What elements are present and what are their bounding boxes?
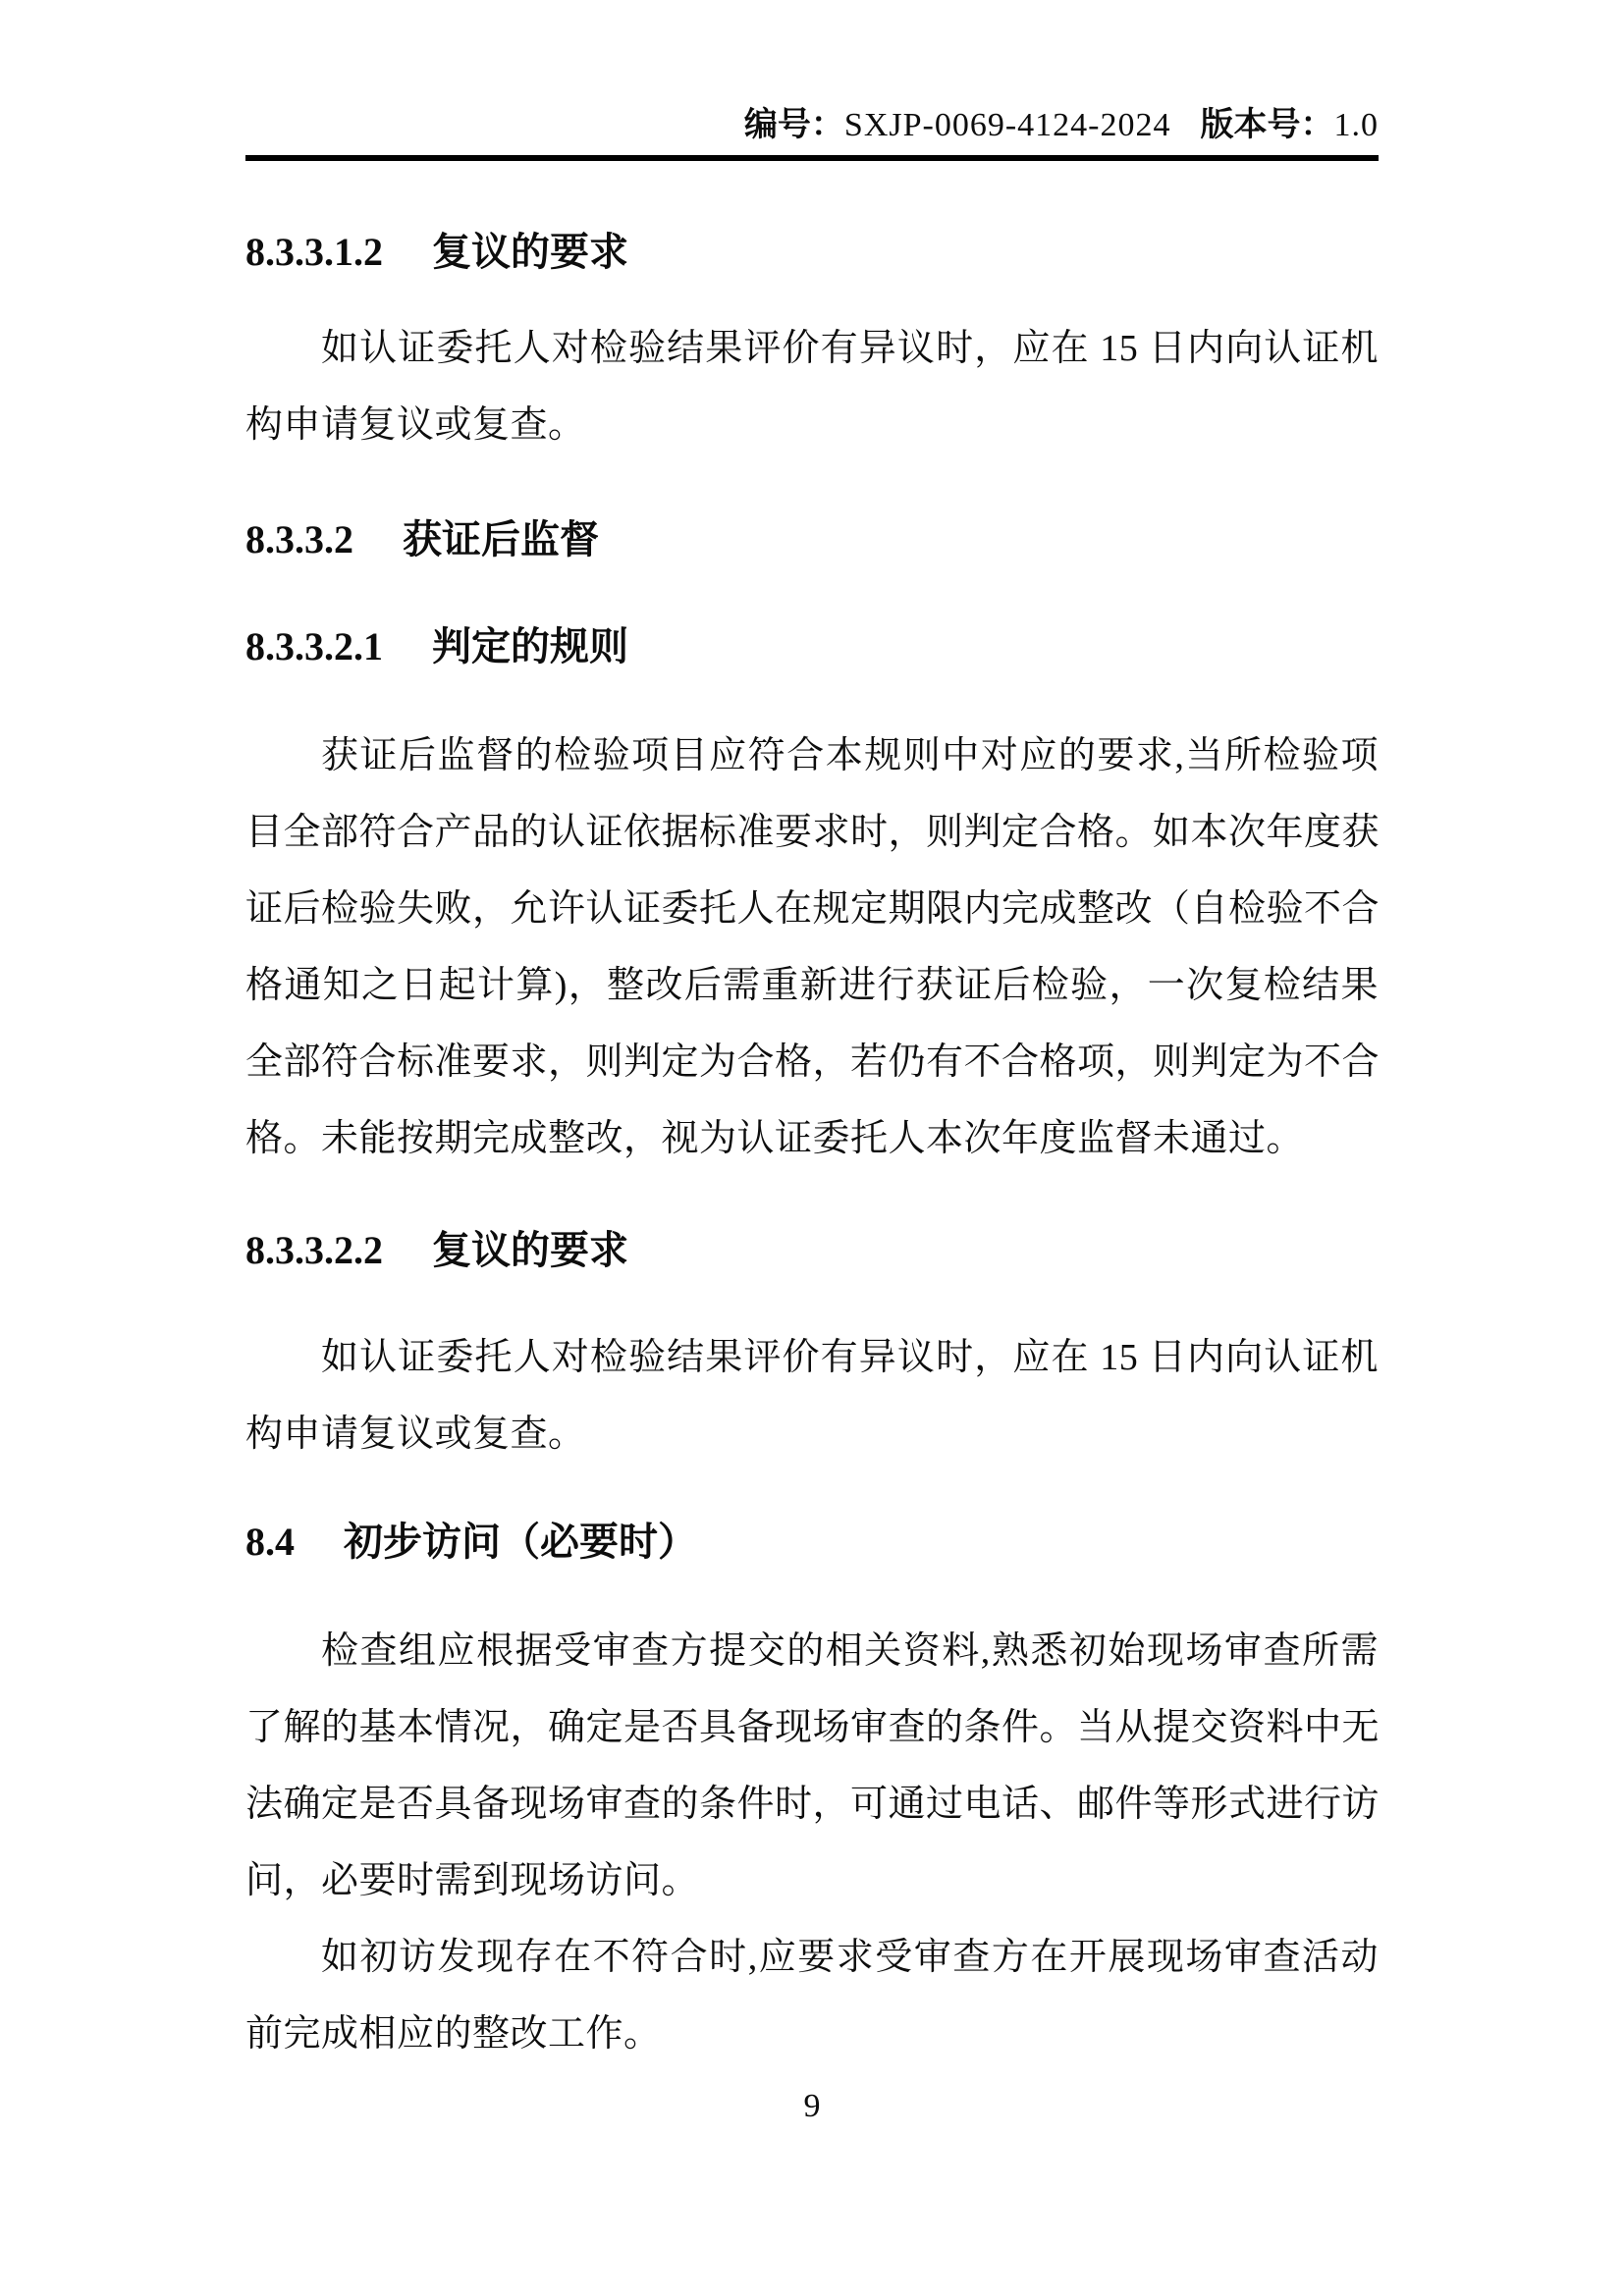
section-heading (245, 518, 1379, 561)
paragraph-line: 获证后监督的检验项目应符合本规则中对应的要求,当所检验项 (321, 735, 1379, 776)
document-header (245, 0, 1379, 161)
paragraph (245, 1319, 1379, 1472)
section-heading (245, 1229, 1379, 1272)
paragraph-line: 全部符合标准要求，则判定为合格，若仍有不合格项，则判定为不合 (245, 1041, 1380, 1083)
paragraph-line: 构申请复议或复查。 (245, 1414, 586, 1455)
section-heading (245, 231, 1379, 274)
paragraph-line: 目全部符合产品的认证依据标准要求时，则判定合格。如本次年度获 (245, 812, 1380, 853)
paragraph-line: 如初访发现存在不符合时,应要求受审查方在开展现场审查活动 (321, 1937, 1379, 1978)
paragraph-line: 格。未能按期完成整改，视为认证委托人本次年度监督未通过。 (245, 1118, 1305, 1159)
section-heading-number: 8.4 (245, 1520, 295, 1564)
section-heading-title: 复议的要求 (432, 230, 628, 274)
section-heading-title: 判定的规则 (432, 624, 628, 668)
paragraph-line: 如认证委托人对检验结果评价有异议时，应在 15 日内向认证机 (321, 328, 1379, 369)
document-body (245, 231, 1379, 2072)
paragraph (245, 310, 1379, 463)
paragraph-line: 了解的基本情况，确定是否具备现场审查的条件。当从提交资料中无 (245, 1707, 1380, 1748)
section-heading-title: 获证后监督 (403, 517, 599, 561)
section-heading-title: 初步访问（必要时） (344, 1520, 697, 1564)
paragraph-line: 前完成相应的整改工作。 (245, 2013, 662, 2055)
section-heading (245, 1521, 1379, 1564)
paragraph-line: 格通知之日起计算)，整改后需重新进行获证后检验，一次复检结果 (245, 965, 1379, 1006)
section-heading-number: 8.3.3.2 (245, 517, 353, 561)
paragraph-line: 如认证委托人对检验结果评价有异议时，应在 15 日内向认证机 (321, 1337, 1379, 1378)
paragraph (245, 718, 1379, 1177)
paragraph (245, 1613, 1379, 1919)
page-number: 9 (803, 2088, 821, 2124)
paragraph-line: 构申请复议或复查。 (245, 404, 586, 446)
doc-number-value: SXJP-0069-4124-2024 (843, 107, 1171, 143)
paragraph (245, 1919, 1379, 2072)
section-heading-number: 8.3.3.2.2 (245, 1228, 383, 1272)
doc-number-label: 编号： (743, 107, 844, 143)
section-heading (245, 625, 1379, 668)
paragraph-line: 法确定是否具备现场审查的条件时，可通过电话、邮件等形式进行访 (245, 1784, 1380, 1825)
section-heading-number: 8.3.3.2.1 (245, 624, 383, 668)
doc-version-value: 1.0 (1333, 107, 1379, 143)
paragraph-line: 问，必要时需到现场访问。 (245, 1860, 700, 1901)
section-heading-title: 复议的要求 (432, 1228, 628, 1272)
doc-version-label: 版本号： (1200, 107, 1334, 143)
paragraph-line: 证后检验失败，允许认证委托人在规定期限内完成整改（自检验不合 (245, 888, 1380, 930)
paragraph-line: 检查组应根据受审查方提交的相关资料,熟悉初始现场审查所需 (321, 1630, 1379, 1672)
section-heading-number: 8.3.3.1.2 (245, 230, 383, 274)
